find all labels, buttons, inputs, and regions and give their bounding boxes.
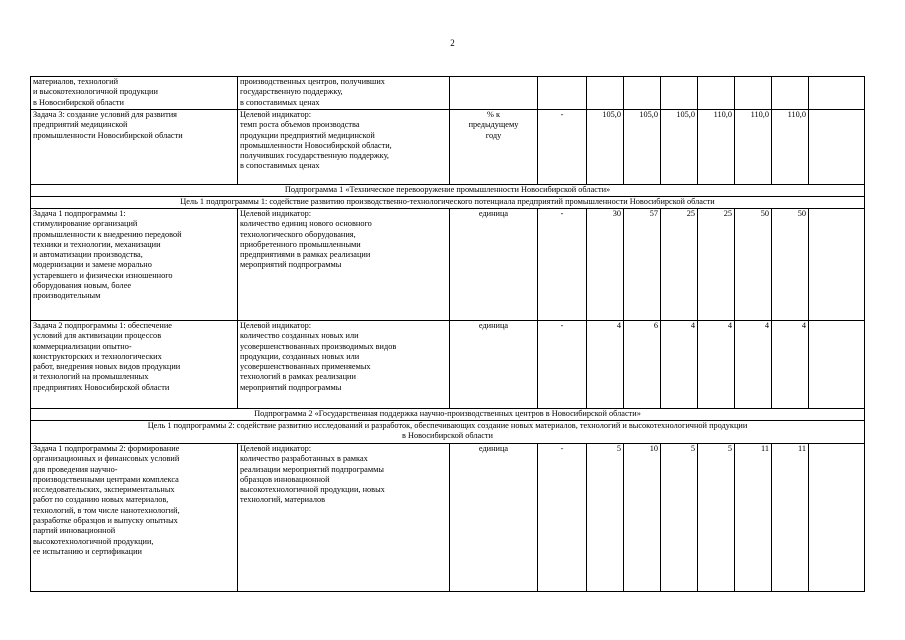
task-cell: Задача 3: создание условий для развития предприятий медицинской промышленности Новосибирской области — [31, 110, 238, 185]
value-cell: 57 — [624, 209, 661, 321]
goal-row — [31, 197, 865, 209]
base-cell: - — [538, 321, 587, 409]
value-cell — [587, 77, 624, 110]
value-cell — [735, 77, 772, 110]
task-cell: Задача 2 подпрограммы 1: обеспечение условий для активизации процессов коммерциализации опытно- конструкторских и технологических работ, внедрения новых видов продукции и технологий на промышленных предприятиях Новосибирской области — [31, 321, 238, 409]
value-cell: 5 — [698, 444, 735, 592]
table-row — [31, 444, 865, 592]
subprogram-title-row — [31, 409, 865, 421]
indicators-table — [30, 76, 865, 592]
subprogram-2-title: Подпрограмма 2 «Государственная поддержка научно-производственных центров в Новосибирской области» — [31, 409, 865, 421]
value-cell: 11 — [772, 444, 809, 592]
base-cell: - — [538, 209, 587, 321]
value-cell: 110,0 — [698, 110, 735, 185]
subprogram-title-row — [31, 185, 865, 197]
indicator-cell: Целевой индикатор: количество единиц нового основного технологического оборудования, приобретенного промышленными предприятиями в рамках реализации мероприятий подпрограммы — [238, 209, 450, 321]
base-cell: - — [538, 444, 587, 592]
table-row — [31, 321, 865, 409]
value-cell: 110,0 — [772, 110, 809, 185]
base-cell — [538, 77, 587, 110]
value-cell: 50 — [735, 209, 772, 321]
table-row — [31, 110, 865, 185]
subprogram-1-goal: Цель 1 подпрограммы 1: содействие развитию производственно-технологического потенциала предприятий промышленности Новосибирской области — [31, 197, 865, 209]
value-cell: 50 — [772, 209, 809, 321]
value-cell: 5 — [661, 444, 698, 592]
task-cell: Задача 1 подпрограммы 2: формирование организационных и финансовых условий для проведения научно- производственными центрами комплекса исследовательских, экспериментальных работ по созданию новых материалов, технологий, в том числе нанотехнологий, разработке образцов и выпуску опытных партий инновационной высокотехнологичной продукции, ее испытанию и сертификации — [31, 444, 238, 592]
table-row — [31, 77, 865, 110]
unit-cell: единица — [450, 444, 538, 592]
value-cell: 105,0 — [624, 110, 661, 185]
base-cell: - — [538, 110, 587, 185]
value-cell: 5 — [587, 444, 624, 592]
value-cell — [809, 209, 865, 321]
indicator-cell: производственных центров, получивших государственную поддержку, в сопоставимых ценах — [238, 77, 450, 110]
subprogram-2-goal: Цель 1 подпрограммы 2: содействие развитию исследований и разработок, обеспечивающих создание новых материалов, технологий и высокотехнологичной продукции в Новосибирской области — [31, 421, 865, 444]
value-cell: 4 — [735, 321, 772, 409]
value-cell: 25 — [661, 209, 698, 321]
value-cell — [809, 77, 865, 110]
value-cell: 110,0 — [735, 110, 772, 185]
value-cell — [809, 110, 865, 185]
value-cell: 105,0 — [587, 110, 624, 185]
subprogram-1-title: Подпрограмма 1 «Техническое перевооружение промышленности Новосибирской области» — [31, 185, 865, 197]
value-cell: 4 — [772, 321, 809, 409]
page-number: 2 — [450, 38, 455, 48]
unit-cell — [450, 77, 538, 110]
value-cell: 25 — [698, 209, 735, 321]
unit-cell: единица — [450, 209, 538, 321]
value-cell — [698, 77, 735, 110]
indicator-cell: Целевой индикатор: темп роста объемов производства продукции предприятий медицинской промышленности Новосибирской области, получивших государственную поддержку, в сопоставимых ценах — [238, 110, 450, 185]
value-cell: 105,0 — [661, 110, 698, 185]
indicator-cell: Целевой индикатор: количество созданных новых или усовершенствованных производимых видов продукции, созданных новых или усовершенствованных применяемых технологий в рамках реализации мероприятий подпрограммы — [238, 321, 450, 409]
value-cell: 30 — [587, 209, 624, 321]
value-cell — [809, 444, 865, 592]
value-cell — [624, 77, 661, 110]
value-cell — [809, 321, 865, 409]
value-cell: 6 — [624, 321, 661, 409]
value-cell — [772, 77, 809, 110]
unit-cell: % к предыдущему году — [450, 110, 538, 185]
unit-cell: единица — [450, 321, 538, 409]
value-cell — [661, 77, 698, 110]
table-row — [31, 209, 865, 321]
value-cell: 4 — [661, 321, 698, 409]
task-cell: материалов, технологий и высокотехнологичной продукции в Новосибирской области — [31, 77, 238, 110]
value-cell: 4 — [698, 321, 735, 409]
goal-row — [31, 421, 865, 444]
value-cell: 10 — [624, 444, 661, 592]
value-cell: 4 — [587, 321, 624, 409]
task-cell: Задача 1 подпрограммы 1: стимулирование организаций промышленности к внедрению передовой техники и технологии, механизации и автоматизации производства, модернизации и замене морально устаревшего и физически изношенного оборудования новым, более производительным — [31, 209, 238, 321]
indicator-cell: Целевой индикатор: количество разработанных в рамках реализации мероприятий подпрограммы образцов инновационной высокотехнологичной продукции, новых технологий, материалов — [238, 444, 450, 592]
value-cell: 11 — [735, 444, 772, 592]
